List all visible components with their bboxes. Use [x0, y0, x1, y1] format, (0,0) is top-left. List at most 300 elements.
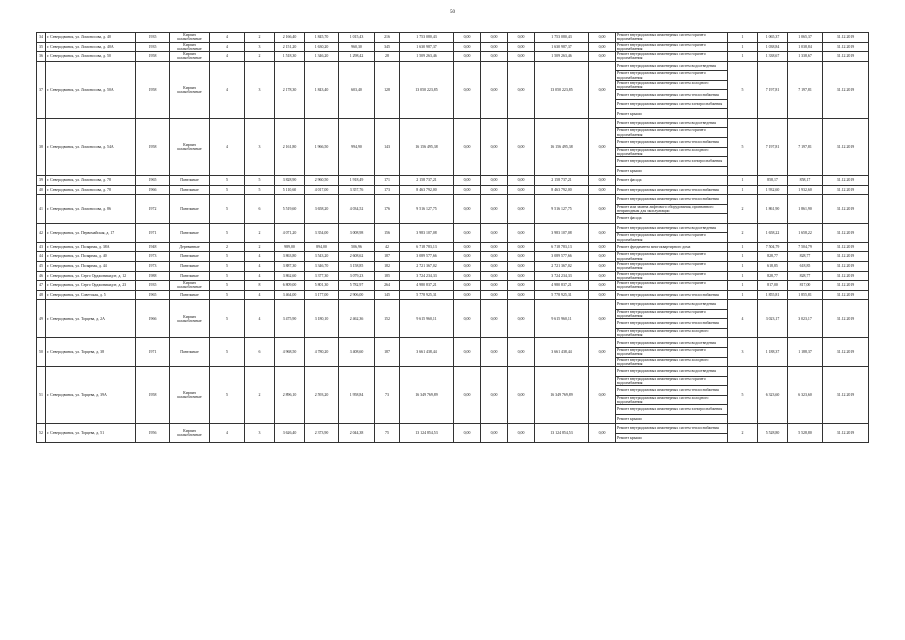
- local-budget-cell: 0,00: [508, 242, 535, 252]
- budget-cell: 0,00: [481, 261, 508, 271]
- owned-area-cell: 3 079,23: [339, 271, 375, 281]
- owners-funds-cell: 2 158 737,21: [535, 176, 589, 186]
- works-count-cell: 5: [728, 118, 758, 175]
- repair-work-cell: Ремонт фасада: [616, 214, 728, 224]
- owned-area-cell: 1 918,49: [339, 176, 375, 186]
- residential-area-cell: 3 377,30: [305, 271, 339, 281]
- residents-cell: 187: [375, 338, 400, 367]
- material-cell: Панельные: [170, 223, 210, 242]
- repair-work-cell: Ремонт внутридомовых инженерных систем горячего водоснабжения: [616, 309, 728, 319]
- budget-cell: 0,00: [481, 118, 508, 175]
- max-cost-cell: 1 038,84: [788, 42, 823, 52]
- address-cell: г. Северодвинск, ул. Ломоносова, д. 86: [46, 195, 136, 224]
- local-budget-cell: 0,00: [508, 338, 535, 367]
- local-budget-cell: 0,00: [508, 424, 535, 443]
- owned-area-cell: 4 034,52: [339, 195, 375, 224]
- residential-area-cell: 3 658,20: [305, 195, 339, 224]
- total-area-cell: 3 464,00: [275, 290, 305, 300]
- residents-cell: 156: [375, 223, 400, 242]
- fund-cell: 0,00: [454, 338, 481, 367]
- repair-work-cell: Ремонт внутридомовых инженерных систем горячего водоснабжения: [616, 71, 728, 81]
- table-row: [37, 367, 869, 377]
- table-row: [37, 223, 869, 233]
- table-row: [37, 271, 869, 281]
- address-cell: г. Северодвинск, ул. Серго Орджоникидзе, д. 23: [46, 281, 136, 291]
- owners-funds-cell: 1 630 987,37: [535, 42, 589, 52]
- deadline-cell: 31.12.2019: [823, 33, 869, 43]
- material-cell: Панельные: [170, 261, 210, 271]
- year-cell: 1935: [136, 33, 170, 43]
- local-budget-cell: 0,00: [508, 185, 535, 195]
- total-cost-cell: 1 753 080,43: [400, 33, 454, 43]
- floors-cell: 5: [210, 185, 245, 195]
- year-cell: 1971: [136, 223, 170, 242]
- budget-cell: 0,00: [481, 252, 508, 262]
- total-area-cell: 4 071,20: [275, 223, 305, 242]
- max-cost-cell: 618,85: [788, 261, 823, 271]
- floors-cell: 5: [210, 223, 245, 242]
- other-funds-cell: 0,00: [589, 33, 616, 43]
- repair-work-cell: Ремонт внутридомовых инженерных систем теплоснабжения: [616, 195, 728, 205]
- owned-area-cell: 3 008,98: [339, 223, 375, 242]
- repair-work-cell: Ремонт внутридомовых инженерных систем холодного водоснабжения: [616, 80, 728, 90]
- address-cell: г. Северодвинск, ул. Ломоносова, д. 40: [46, 33, 136, 43]
- owned-area-cell: 2 044,38: [339, 424, 375, 443]
- repair-work-cell: Ремонт внутридомовых инженерных систем электроснабжения: [616, 405, 728, 415]
- entrances-cell: 4: [245, 290, 275, 300]
- address-cell: г. Северодвинск, ул. Ломоносова, д. 78: [46, 185, 136, 195]
- local-budget-cell: 0,00: [508, 33, 535, 43]
- entrances-cell: 4: [245, 300, 275, 338]
- row-number: 45: [37, 261, 46, 271]
- repair-work-cell: Ремонт внутридомовых инженерных систем теплоснабжения: [616, 319, 728, 329]
- other-funds-cell: 0,00: [589, 61, 616, 118]
- year-cell: 1973: [136, 261, 170, 271]
- max-cost-cell: 828,77: [788, 252, 823, 262]
- floors-cell: 5: [210, 300, 245, 338]
- works-count-cell: 1: [728, 52, 758, 62]
- works-count-cell: 1: [728, 176, 758, 186]
- works-count-cell: 1: [728, 252, 758, 262]
- residential-area-cell: 4 780,20: [305, 338, 339, 367]
- floors-cell: 5: [210, 252, 245, 262]
- unit-cost-cell: 1 065,37: [758, 33, 788, 43]
- owners-funds-cell: 3 983 107,08: [535, 223, 589, 242]
- budget-cell: 0,00: [481, 61, 508, 118]
- other-funds-cell: 0,00: [589, 252, 616, 262]
- material-cell: Деревянные: [170, 242, 210, 252]
- floors-cell: 5: [210, 281, 245, 291]
- material-cell: Кирпич шлакоблочные: [170, 300, 210, 338]
- residents-cell: 171: [375, 176, 400, 186]
- address-cell: г. Северодвинск, ул. Торцева, д. 39А: [46, 367, 136, 424]
- owned-area-cell: 3 357,76: [339, 185, 375, 195]
- floors-cell: 2: [210, 242, 245, 252]
- residents-cell: 28: [375, 52, 400, 62]
- local-budget-cell: 0,00: [508, 300, 535, 338]
- material-cell: Кирпич шлакоблочные: [170, 42, 210, 52]
- residential-area-cell: 4 017,00: [305, 185, 339, 195]
- entrances-cell: 2: [245, 367, 275, 424]
- other-funds-cell: 0,00: [589, 300, 616, 338]
- local-budget-cell: 0,00: [508, 118, 535, 175]
- repair-work-cell: Ремонт внутридомовых инженерных систем горячего водоснабжения: [616, 261, 728, 271]
- budget-cell: 0,00: [481, 424, 508, 443]
- repair-work-cell: Ремонт внутридомовых инженерных систем горячего водоснабжения: [616, 252, 728, 262]
- fund-cell: 0,00: [454, 281, 481, 291]
- row-number: 35: [37, 42, 46, 52]
- owned-area-cell: 1 298,42: [339, 52, 375, 62]
- repair-work-cell: Ремонт внутридомовых инженерных систем электроснабжения: [616, 157, 728, 167]
- local-budget-cell: 0,00: [508, 42, 535, 52]
- year-cell: 1988: [136, 271, 170, 281]
- total-cost-cell: 4 980 837,21: [400, 281, 454, 291]
- repair-work-cell: Ремонт внутридомовых инженерных систем холодного водоснабжения: [616, 328, 728, 338]
- other-funds-cell: 0,00: [589, 281, 616, 291]
- local-budget-cell: 0,00: [508, 252, 535, 262]
- owners-funds-cell: 16 349 769,89: [535, 367, 589, 424]
- material-cell: Панельные: [170, 271, 210, 281]
- budget-cell: 0,00: [481, 52, 508, 62]
- repair-work-cell: Ремонт внутридомовых инженерных систем электроснабжения: [616, 99, 728, 109]
- owners-funds-cell: 1 509 263,46: [535, 52, 589, 62]
- deadline-cell: 31.12.2019: [823, 185, 869, 195]
- row-number: 37: [37, 61, 46, 118]
- residential-area-cell: 1 630,20: [305, 42, 339, 52]
- repair-work-cell: Ремонт внутридомовых инженерных систем горячего водоснабжения: [616, 42, 728, 52]
- total-area-cell: 5 519,60: [275, 195, 305, 224]
- repair-work-cell: Ремонт внутридомовых инженерных систем водоотведения: [616, 118, 728, 128]
- floors-cell: 5: [210, 290, 245, 300]
- floors-cell: 5: [210, 195, 245, 224]
- works-count-cell: 1: [728, 242, 758, 252]
- row-number: 49: [37, 300, 46, 338]
- repair-work-cell: Ремонт фасада: [616, 176, 728, 186]
- works-count-cell: 5: [728, 367, 758, 424]
- max-cost-cell: 7 504,79: [788, 242, 823, 252]
- address-cell: г. Северодвинск, ул. Ломоносова, д. 50А: [46, 61, 136, 118]
- max-cost-cell: 1 861,90: [788, 195, 823, 224]
- year-cell: 1958: [136, 52, 170, 62]
- deadline-cell: 31.12.2019: [823, 281, 869, 291]
- max-cost-cell: 1 855,81: [788, 290, 823, 300]
- local-budget-cell: 0,00: [508, 281, 535, 291]
- repair-work-cell: Ремонт внутридомовых инженерных систем холодного водоснабжения: [616, 147, 728, 157]
- repair-work-cell: Ремонт внутридомовых инженерных систем холодного водоснабжения: [616, 357, 728, 367]
- address-cell: г. Северодвинск, ул. Полярная, д. 38А: [46, 242, 136, 252]
- max-cost-cell: 1 658,22: [788, 223, 823, 242]
- year-cell: 1965: [136, 176, 170, 186]
- table-row: [37, 300, 869, 310]
- total-cost-cell: 3 089 577,66: [400, 252, 454, 262]
- works-count-cell: 1: [728, 271, 758, 281]
- total-cost-cell: 13 124 854,53: [400, 424, 454, 443]
- register-table: [36, 32, 869, 443]
- deadline-cell: 31.12.2019: [823, 176, 869, 186]
- floors-cell: 4: [210, 118, 245, 175]
- table-row: [37, 252, 869, 262]
- fund-cell: 0,00: [454, 185, 481, 195]
- material-cell: Кирпич шлакоблочные: [170, 118, 210, 175]
- table-row: [37, 281, 869, 291]
- row-number: 46: [37, 271, 46, 281]
- budget-cell: 0,00: [481, 185, 508, 195]
- row-number: 36: [37, 52, 46, 62]
- max-cost-cell: 1 932,60: [788, 185, 823, 195]
- other-funds-cell: 0,00: [589, 52, 616, 62]
- owned-area-cell: 1 958,84: [339, 367, 375, 424]
- entrances-cell: 2: [245, 223, 275, 242]
- residential-area-cell: 1 346,20: [305, 52, 339, 62]
- other-funds-cell: 0,00: [589, 338, 616, 367]
- works-count-cell: 1: [728, 185, 758, 195]
- year-cell: 1935: [136, 281, 170, 291]
- address-cell: г. Северодвинск, ул. Торцева, д. 2А: [46, 300, 136, 338]
- residential-area-cell: 2 960,50: [305, 176, 339, 186]
- row-number: 38: [37, 118, 46, 175]
- entrances-cell: 8: [245, 281, 275, 291]
- residential-area-cell: 2 593,20: [305, 367, 339, 424]
- repair-work-cell: Ремонт внутридомовых инженерных систем водоотведения: [616, 300, 728, 310]
- total-cost-cell: 3 983 107,08: [400, 223, 454, 242]
- fund-cell: 0,00: [454, 300, 481, 338]
- residents-cell: 173: [375, 185, 400, 195]
- total-cost-cell: 2 721 367,02: [400, 261, 454, 271]
- owners-funds-cell: 9 516 127,75: [535, 195, 589, 224]
- fund-cell: 0,00: [454, 42, 481, 52]
- repair-work-cell: Ремонт внутридомовых инженерных систем водоотведения: [616, 61, 728, 71]
- register-table-body: [37, 33, 869, 443]
- material-cell: Панельные: [170, 185, 210, 195]
- max-cost-cell: 7 197,81: [788, 118, 823, 175]
- entrances-cell: 3: [245, 61, 275, 118]
- entrances-cell: 5: [245, 185, 275, 195]
- budget-cell: 0,00: [481, 271, 508, 281]
- total-area-cell: 1 518,30: [275, 52, 305, 62]
- fund-cell: 0,00: [454, 118, 481, 175]
- budget-cell: 0,00: [481, 223, 508, 242]
- owned-area-cell: 3 408,60: [339, 338, 375, 367]
- repair-work-cell: Ремонт внутридомовых инженерных систем водоотведения: [616, 367, 728, 377]
- entrances-cell: 2: [245, 52, 275, 62]
- year-cell: 1958: [136, 118, 170, 175]
- residential-area-cell: 3 346,70: [305, 261, 339, 271]
- material-cell: Кирпич шлакоблочные: [170, 33, 210, 43]
- owned-area-cell: 3 158,85: [339, 261, 375, 271]
- repair-work-cell: Ремонт внутридомовых инженерных систем горячего водоснабжения: [616, 271, 728, 281]
- material-cell: Панельные: [170, 176, 210, 186]
- total-area-cell: 2 161,80: [275, 118, 305, 175]
- owners-funds-cell: 16 156 495,38: [535, 118, 589, 175]
- deadline-cell: 31.12.2019: [823, 300, 869, 338]
- budget-cell: 0,00: [481, 42, 508, 52]
- total-area-cell: 4 968,50: [275, 338, 305, 367]
- unit-cost-cell: 1 658,22: [758, 223, 788, 242]
- residents-cell: 75: [375, 424, 400, 443]
- year-cell: 1948: [136, 242, 170, 252]
- material-cell: Кирпич шлакоблочные: [170, 52, 210, 62]
- owners-funds-cell: 8 463 792,00: [535, 185, 589, 195]
- unit-cost-cell: 1 932,60: [758, 185, 788, 195]
- deadline-cell: 31.12.2019: [823, 118, 869, 175]
- entrances-cell: 3: [245, 118, 275, 175]
- deadline-cell: 31.12.2019: [823, 424, 869, 443]
- total-cost-cell: 1 509 263,46: [400, 52, 454, 62]
- year-cell: 1958: [136, 367, 170, 424]
- residential-area-cell: 3 180,10: [305, 300, 339, 338]
- unit-cost-cell: 817,00: [758, 281, 788, 291]
- total-area-cell: 3 862,60: [275, 271, 305, 281]
- unit-cost-cell: 618,85: [758, 261, 788, 271]
- residents-cell: 176: [375, 195, 400, 224]
- material-cell: Панельные: [170, 195, 210, 224]
- total-area-cell: 3 828,90: [275, 176, 305, 186]
- total-area-cell: 2 166,40: [275, 33, 305, 43]
- residents-cell: 152: [375, 300, 400, 338]
- deadline-cell: 31.12.2019: [823, 223, 869, 242]
- repair-work-cell: Ремонт крыши: [616, 414, 728, 424]
- local-budget-cell: 0,00: [508, 271, 535, 281]
- deadline-cell: 31.12.2019: [823, 61, 869, 118]
- budget-cell: 0,00: [481, 242, 508, 252]
- floors-cell: 5: [210, 338, 245, 367]
- max-cost-cell: 858,17: [788, 176, 823, 186]
- floors-cell: 5: [210, 367, 245, 424]
- total-cost-cell: 3 661 438,44: [400, 338, 454, 367]
- year-cell: 1935: [136, 42, 170, 52]
- repair-work-cell: Ремонт внутридомовых инженерных систем горячего водоснабжения: [616, 52, 728, 62]
- repair-work-cell: Ремонт внутридомовых инженерных систем горячего водоснабжения: [616, 376, 728, 386]
- owned-area-cell: 2 462,36: [339, 300, 375, 338]
- year-cell: 1966: [136, 185, 170, 195]
- fund-cell: 0,00: [454, 176, 481, 186]
- floors-cell: 4: [210, 42, 245, 52]
- repair-work-cell: Ремонт крыши: [616, 109, 728, 119]
- entrances-cell: 4: [245, 261, 275, 271]
- row-number: 41: [37, 195, 46, 224]
- repair-work-cell: Ремонт внутридомовых инженерных систем горячего водоснабжения: [616, 347, 728, 357]
- table-row: [37, 118, 869, 128]
- repair-work-cell: Ремонт крыши: [616, 433, 728, 443]
- entrances-cell: 2: [245, 242, 275, 252]
- repair-work-cell: Ремонт внутридомовых инженерных систем горячего водоснабжения: [616, 128, 728, 138]
- total-cost-cell: 1 630 987,37: [400, 42, 454, 52]
- material-cell: Кирпич шлакоблочные: [170, 424, 210, 443]
- unit-cost-cell: 1 188,37: [758, 338, 788, 367]
- owners-funds-cell: 9 615 960,11: [535, 300, 589, 338]
- local-budget-cell: 0,00: [508, 261, 535, 271]
- floors-cell: 5: [210, 271, 245, 281]
- year-cell: 1973: [136, 252, 170, 262]
- budget-cell: 0,00: [481, 338, 508, 367]
- owners-funds-cell: 13 050 223,85: [535, 61, 589, 118]
- budget-cell: 0,00: [481, 300, 508, 338]
- repair-work-cell: Ремонт фундамента многоквартирного дома: [616, 242, 728, 252]
- total-area-cell: 3 475,90: [275, 300, 305, 338]
- total-cost-cell: 16 349 769,89: [400, 367, 454, 424]
- deadline-cell: 31.12.2019: [823, 338, 869, 367]
- budget-cell: 0,00: [481, 290, 508, 300]
- table-row: [37, 261, 869, 271]
- address-cell: г. Северодвинск, ул. Торцева, д. 51: [46, 424, 136, 443]
- residential-area-cell: 3 354,00: [305, 223, 339, 242]
- fund-cell: 0,00: [454, 33, 481, 43]
- fund-cell: 0,00: [454, 424, 481, 443]
- total-area-cell: 3 887,30: [275, 261, 305, 271]
- fund-cell: 0,00: [454, 290, 481, 300]
- owners-funds-cell: 3 724 234,33: [535, 271, 589, 281]
- fund-cell: 0,00: [454, 242, 481, 252]
- row-number: 40: [37, 185, 46, 195]
- owners-funds-cell: 4 980 837,21: [535, 281, 589, 291]
- residential-area-cell: 1 845,70: [305, 33, 339, 43]
- budget-cell: 0,00: [481, 367, 508, 424]
- total-area-cell: 3 863,80: [275, 252, 305, 262]
- max-cost-cell: 7 197,81: [788, 61, 823, 118]
- fund-cell: 0,00: [454, 261, 481, 271]
- fund-cell: 0,00: [454, 252, 481, 262]
- fund-cell: 0,00: [454, 52, 481, 62]
- residents-cell: 143: [375, 118, 400, 175]
- material-cell: Кирпич шлакоблочные: [170, 61, 210, 118]
- owned-area-cell: 5 782,97: [339, 281, 375, 291]
- other-funds-cell: 0,00: [589, 185, 616, 195]
- unit-cost-cell: 1 861,90: [758, 195, 788, 224]
- total-cost-cell: 2 158 737,21: [400, 176, 454, 186]
- local-budget-cell: 0,00: [508, 195, 535, 224]
- owned-area-cell: 1 015,43: [339, 33, 375, 43]
- total-cost-cell: 5 778 925,31: [400, 290, 454, 300]
- works-count-cell: 1: [728, 281, 758, 291]
- unit-cost-cell: 7 504,79: [758, 242, 788, 252]
- owners-funds-cell: 1 753 080,43: [535, 33, 589, 43]
- works-count-cell: 2: [728, 424, 758, 443]
- works-count-cell: 1: [728, 261, 758, 271]
- deadline-cell: 31.12.2019: [823, 195, 869, 224]
- floors-cell: 4: [210, 52, 245, 62]
- residents-cell: 128: [375, 61, 400, 118]
- table-row: [37, 195, 869, 205]
- max-cost-cell: 828,77: [788, 271, 823, 281]
- material-cell: Панельные: [170, 290, 210, 300]
- residential-area-cell: 1 966,50: [305, 118, 339, 175]
- page-number: 50: [450, 10, 455, 15]
- residential-area-cell: 2 373,90: [305, 424, 339, 443]
- deadline-cell: 31.12.2019: [823, 242, 869, 252]
- address-cell: г. Северодвинск, ул. Советская, д. 5: [46, 290, 136, 300]
- local-budget-cell: 0,00: [508, 176, 535, 186]
- owned-area-cell: 506,96: [339, 242, 375, 252]
- address-cell: г. Северодвинск, ул. Торцева, д. 38: [46, 338, 136, 367]
- address-cell: г. Северодвинск, ул. Полярная, д. 44: [46, 261, 136, 271]
- year-cell: 1971: [136, 338, 170, 367]
- owned-area-cell: 2 906,00: [339, 290, 375, 300]
- total-cost-cell: 6 718 783,13: [400, 242, 454, 252]
- deadline-cell: 31.12.2019: [823, 290, 869, 300]
- address-cell: г. Северодвинск, ул. Первомайская, д. 17: [46, 223, 136, 242]
- owned-area-cell: 603,40: [339, 61, 375, 118]
- deadline-cell: 31.12.2019: [823, 42, 869, 52]
- deadline-cell: 31.12.2019: [823, 367, 869, 424]
- local-budget-cell: 0,00: [508, 367, 535, 424]
- owners-funds-cell: 5 778 925,31: [535, 290, 589, 300]
- unit-cost-cell: 828,77: [758, 252, 788, 262]
- other-funds-cell: 0,00: [589, 195, 616, 224]
- material-cell: Панельные: [170, 338, 210, 367]
- owners-funds-cell: 3 089 577,66: [535, 252, 589, 262]
- row-number: 50: [37, 338, 46, 367]
- other-funds-cell: 0,00: [589, 223, 616, 242]
